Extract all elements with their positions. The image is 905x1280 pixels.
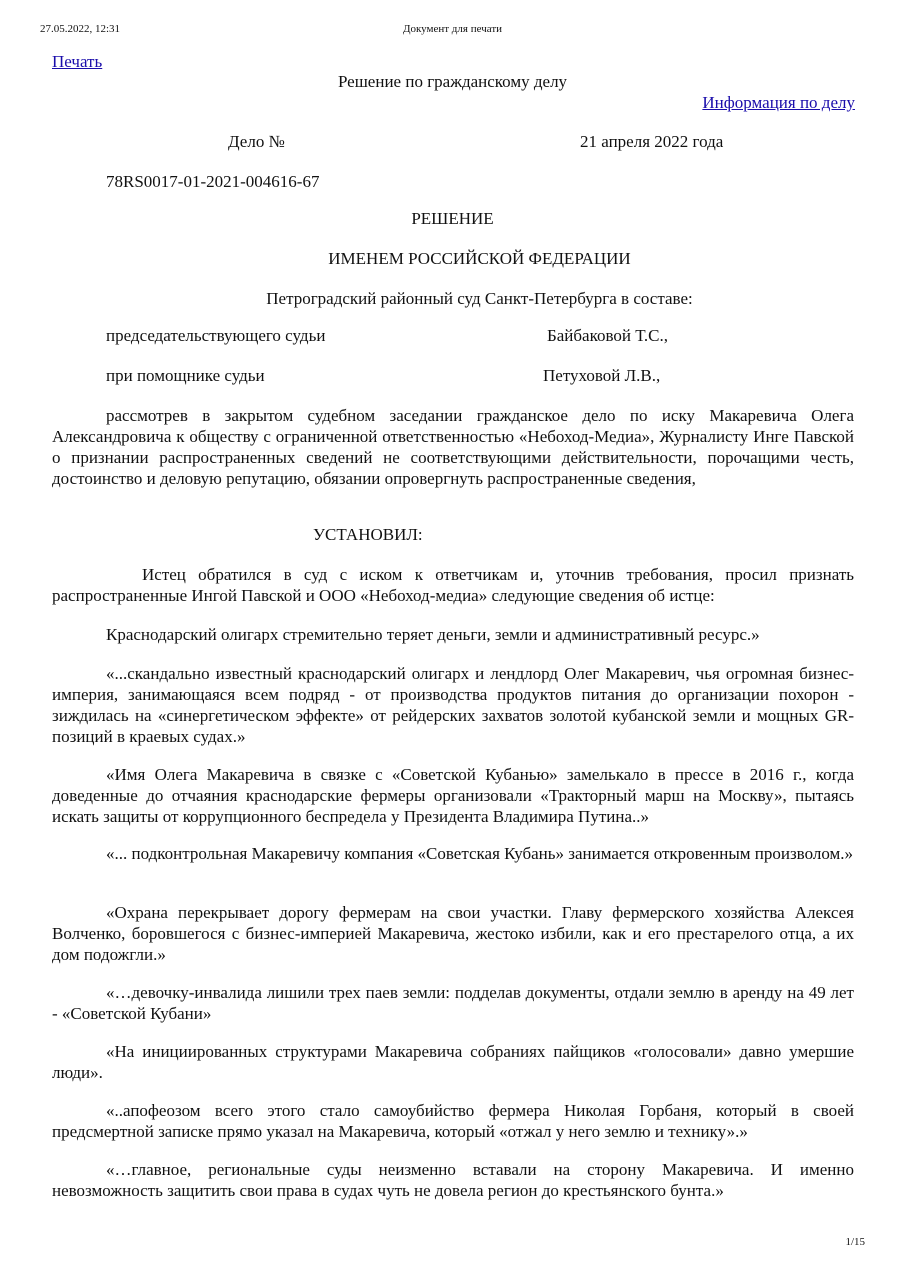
case-info-link[interactable]: Информация по делу — [702, 93, 855, 112]
decision-heading: РЕШЕНИЕ — [411, 209, 494, 228]
paragraph: «На инициированных структурами Макаревича собраниях пайщиков «голосовали» давно умершие люди». — [52, 1042, 854, 1082]
page-number: 1/15 — [845, 1236, 865, 1248]
print-datetime: 27.05.2022, 12:31 — [40, 23, 121, 35]
considered-paragraph: рассмотрев в закрытом судебном заседании гражданское дело по иску Макаревича Олега Александровича к обществу с ограниченной ответственностью «Небоход-Медиа», Журналисту Инге Павской о признании распространенных сведений не соответствующими действительности, порочащими честь, достоинство и деловую репутацию, обязании опровергнуть распространенные сведения, — [52, 406, 854, 488]
court-name: Петроградский районный суд Санкт-Петербурга в составе: — [266, 289, 693, 308]
paragraph: «Охрана перекрывает дорогу фермерам на свои участки. Главу фермерского хозяйства Алексея Волченко, боровшегося с бизнес-империей Макаревича, жестоко избили, как и его престарелого отца, а их дом подожгли.» — [52, 903, 854, 964]
document-title: Решение по гражданскому делу — [337, 72, 568, 91]
case-number-label: Дело № — [228, 132, 285, 151]
assistant-label: при помощнике судьи — [106, 366, 265, 385]
paragraph: Краснодарский олигарх стремительно теряет деньги, земли и административный ресурс.» — [106, 625, 760, 644]
print-link[interactable]: Печать — [52, 52, 103, 71]
paragraph: «..апофеозом всего этого стало самоубийство фермера Николая Горбаня, который в своей предсмертной записке прямо указал на Макаревича, который «отжал у него землю и технику».» — [52, 1101, 854, 1141]
paragraph: «Имя Олега Макаревича в связке с «Советской Кубанью» замелькало в прессе в 2016 г., когда доведенные до отчаяния краснодарские фермеры организовали «Тракторный марш на Москву», пытаясь искать защиты от коррупционного беспредела у Президента Владимира Путина..» — [52, 765, 854, 826]
print-header-title: Документ для печати — [402, 23, 503, 35]
paragraph: Истец обратился в суд с иском к ответчикам и, уточнив требования, просил признать распространенные Ингой Павской и ООО «Небоход-медиа» следующие сведения об истце: — [52, 565, 854, 605]
case-id: 78RS0017-01-2021-004616-67 — [106, 172, 320, 191]
paragraph: «... подконтрольная Макаревичу компания «Советская Кубань» занимается откровенным произволом.» — [106, 844, 854, 863]
paragraph: «…девочку-инвалида лишили трех паев земли: подделав документы, отдали землю в аренду на 49 лет - «Советской Кубани» — [52, 983, 854, 1023]
case-date: 21 апреля 2022 года — [580, 132, 724, 151]
judge-name: Байбаковой Т.С., — [547, 326, 669, 345]
paragraph: «...скандально известный краснодарский олигарх и лендлорд Олег Макаревич, чья огромная бизнес-империя, занимающаяся всем подряд - от производства продуктов питания до организации похорон - зиждилась на «синергетическом эффекте» от рейдерских захватов золотой кубанской земли и мощных GR-позиций в краевых судах.» — [52, 664, 854, 746]
established-heading: УСТАНОВИЛ: — [313, 525, 423, 544]
paragraph: «…главное, региональные суды неизменно вставали на сторону Макаревича. И именно невозможность защитить свои права в судах чуть не довела регион до крестьянского бунта.» — [52, 1160, 854, 1200]
authority-heading: ИМЕНЕМ РОССИЙСКОЙ ФЕДЕРАЦИИ — [328, 249, 631, 268]
judge-label: председательствующего судьи — [106, 326, 326, 345]
assistant-name: Петуховой Л.В., — [543, 366, 661, 385]
